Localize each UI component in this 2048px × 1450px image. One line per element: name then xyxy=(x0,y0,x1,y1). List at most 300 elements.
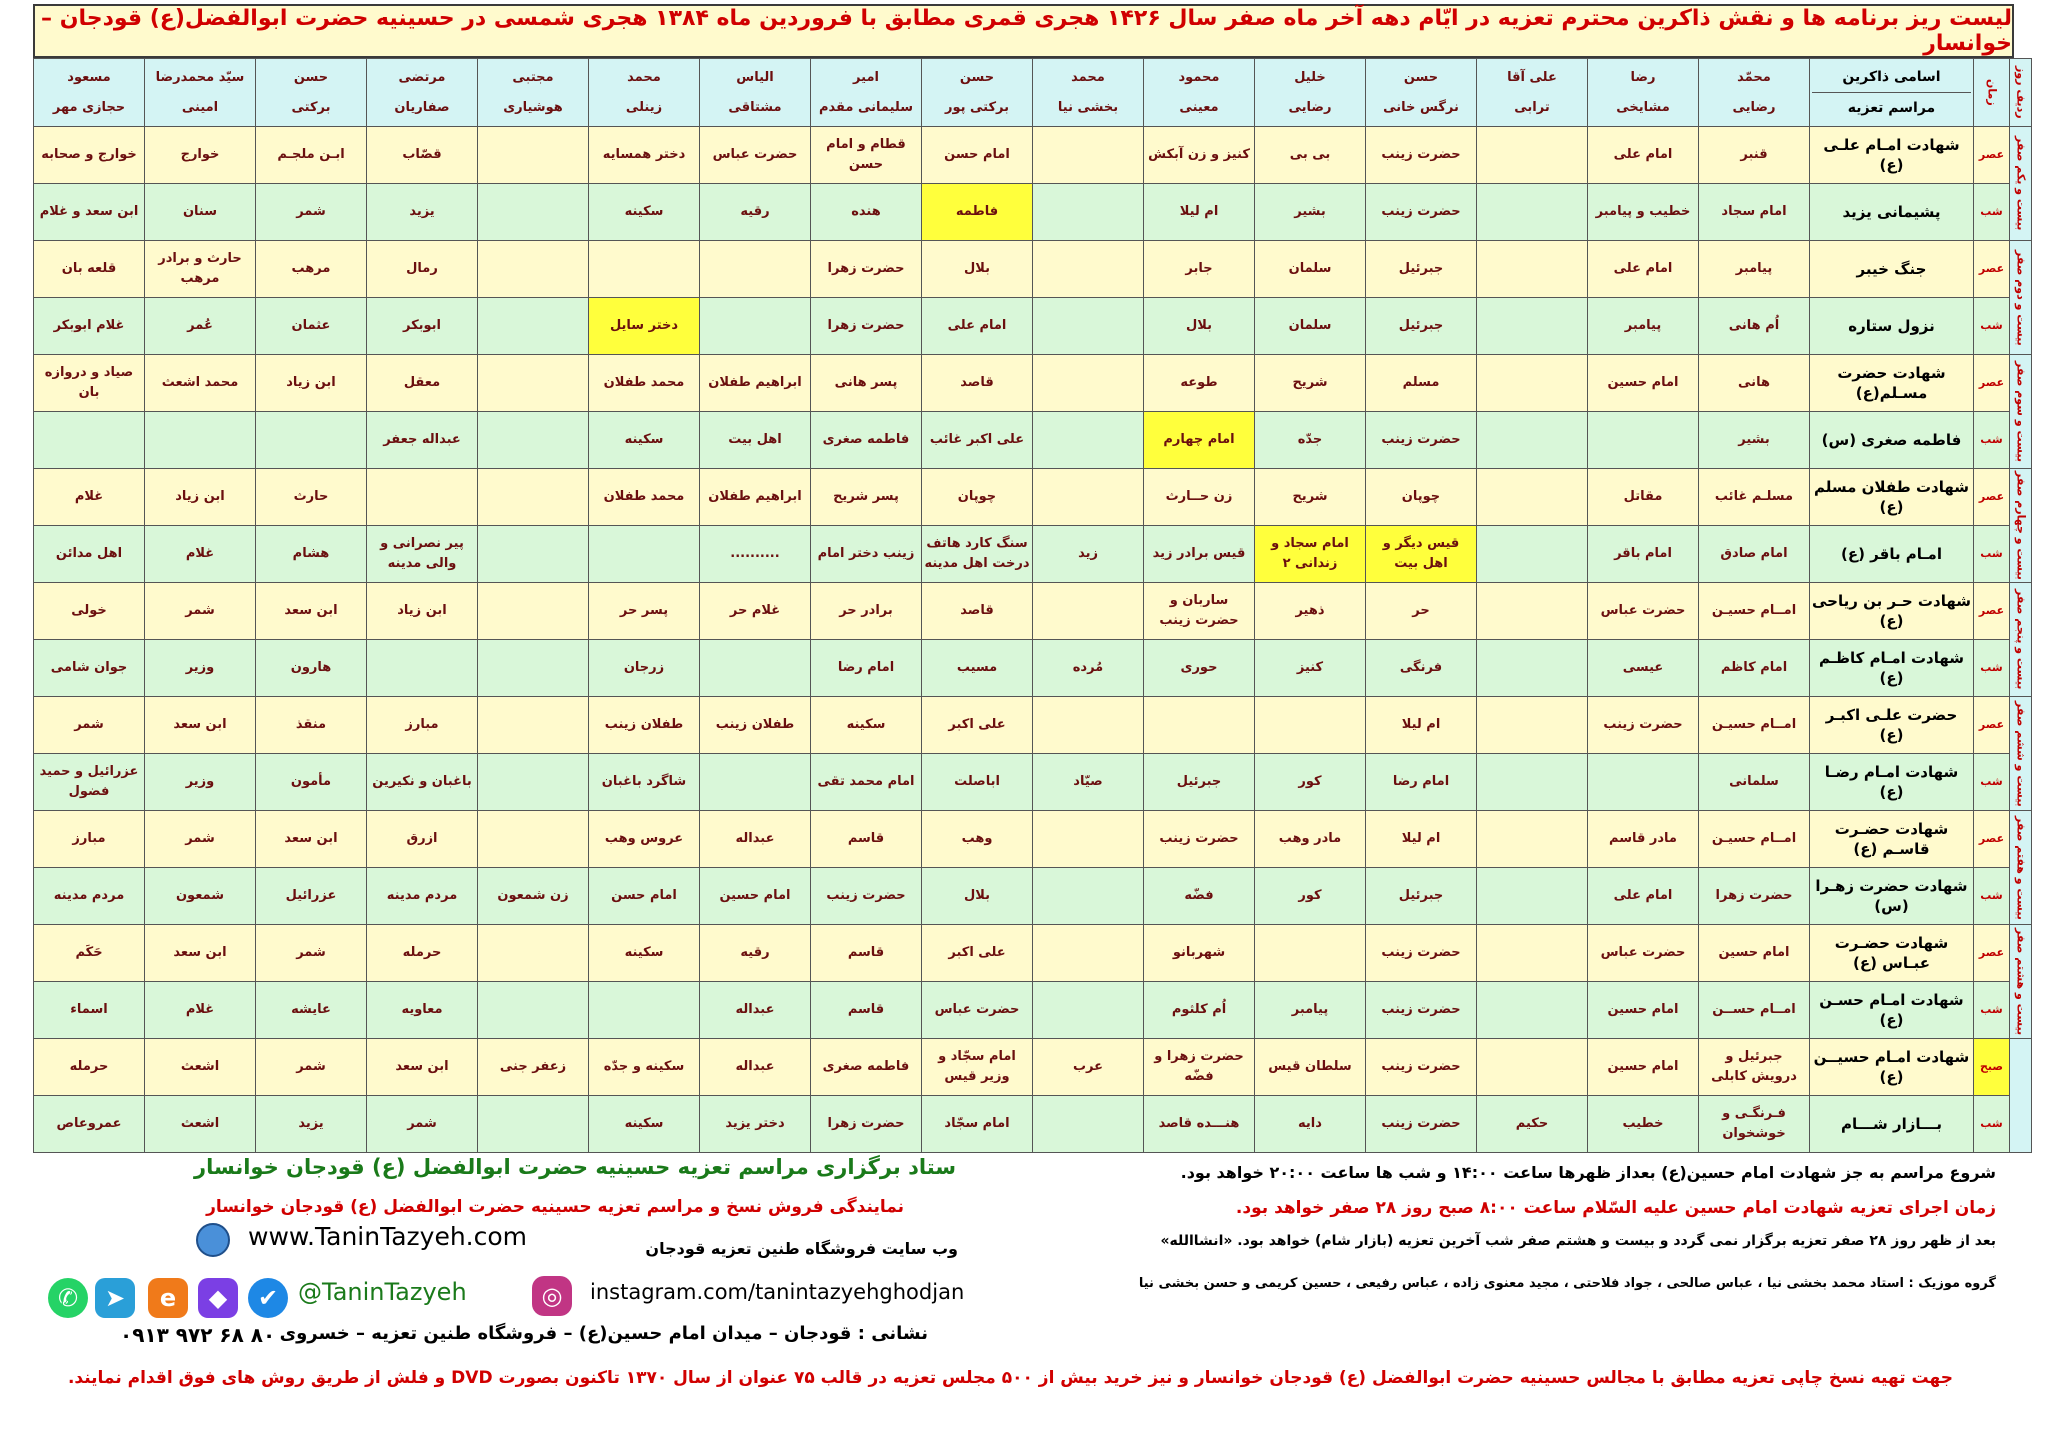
table-row xyxy=(34,469,2032,526)
role-cell: .......... xyxy=(700,526,811,583)
role-cell xyxy=(1477,412,1588,469)
role-cell xyxy=(1477,811,1588,868)
time-cell: عصر xyxy=(1974,811,2010,868)
role-cell: اشعث xyxy=(145,1096,256,1153)
day-cell: بیست و پنجم صفر xyxy=(2010,583,2032,697)
role-cell xyxy=(700,640,811,697)
event-name-cell: امـام باقر (ع) xyxy=(1810,526,1974,583)
performer-last-name: امینی xyxy=(181,99,219,115)
role-cell: حضرت زهرا و فضّه xyxy=(1144,1039,1255,1096)
footer-bottom-note: جهت تهیه نسخ چاپی تعزیه مطابق با مجالس حسینیه حضرت ابوالفضل (ع) قودجان خوانسار و نیز خرید بیش از ۵۰۰ مجلس تعزیه در قالب ۷۵ عنوان از سال ۱۳۷۰ تاکنون بصورت DVD و فلش از طریق روش های فوق اقدام نمایند. xyxy=(67,1368,1953,1388)
role-cell: طفلان زینب xyxy=(700,697,811,754)
role-cell: هانی xyxy=(1699,355,1810,412)
role-cell: امام کاظم xyxy=(1699,640,1810,697)
performer-header xyxy=(478,59,589,127)
role-cell: حضرت عباس xyxy=(1588,583,1699,640)
role-cell: هارون xyxy=(256,640,367,697)
role-cell: حضرت زینب xyxy=(1144,811,1255,868)
role-cell: پسر شریح xyxy=(811,469,922,526)
website-link[interactable]: www.TaninTazyeh.com xyxy=(248,1222,528,1251)
role-cell: برادر حر xyxy=(811,583,922,640)
event-name-cell: شهادت امـام علـی (ع) xyxy=(1810,127,1974,184)
footer-staff-title: ستاد برگزاری مراسم تعزیه حسینیه حضرت ابوالفضل (ع) قودجان خوانسار xyxy=(194,1155,956,1179)
role-cell xyxy=(1033,469,1144,526)
role-cell: ابراهیم طفلان xyxy=(700,355,811,412)
role-cell: جبرئیل xyxy=(1366,868,1477,925)
header-row xyxy=(34,59,2032,127)
time-cell: شب xyxy=(1974,640,2010,697)
role-cell xyxy=(1477,868,1588,925)
role-cell: دختر سایل xyxy=(589,298,700,355)
role-cell: ابراهیم طفلان xyxy=(700,469,811,526)
role-cell xyxy=(478,811,589,868)
time-cell: عصر xyxy=(1974,925,2010,982)
performer-last-name: صفاریان xyxy=(394,99,450,115)
role-cell: شریح xyxy=(1255,469,1366,526)
globe-icon xyxy=(196,1223,230,1257)
role-cell: شمر xyxy=(256,184,367,241)
performer-first-name: محمد xyxy=(1071,69,1105,85)
role-cell: مقاتل xyxy=(1588,469,1699,526)
role-cell: امام علی xyxy=(1588,127,1699,184)
role-cell: قنبر xyxy=(1699,127,1810,184)
role-cell: مسلم xyxy=(1366,355,1477,412)
event-name-cell: شهادت حـر بن ریاحی (ع) xyxy=(1810,583,1974,640)
website-label: وب سایت فروشگاه طنین تعزیه قودجان xyxy=(645,1239,958,1258)
role-cell: امــام حسیـن xyxy=(1699,583,1810,640)
role-cell: حضرت عباس xyxy=(700,127,811,184)
role-cell xyxy=(1033,982,1144,1039)
time-cell: عصر xyxy=(1974,127,2010,184)
role-cell: زن شمعون xyxy=(478,868,589,925)
role-cell: وزیر xyxy=(145,640,256,697)
role-cell: امام محمد تقی xyxy=(811,754,922,811)
role-cell: دختر همسایه xyxy=(589,127,700,184)
role-cell: بشیر xyxy=(1255,184,1366,241)
role-cell: ابن سعد xyxy=(256,583,367,640)
footer-music-group: گروه موزیک : استاد محمد بخشی نیا ، عباس صالحی ، جواد فلاحتی ، مجید معنوی زاده ، عباس رفیعی ، حسین کریمی و حسن بخشی نیا xyxy=(1138,1276,1996,1291)
role-cell: حوری xyxy=(1144,640,1255,697)
performer-last-name: سلیمانی مقدم xyxy=(819,99,913,115)
performer-header xyxy=(1366,59,1477,127)
role-cell: کنیز و زن آبکش xyxy=(1144,127,1255,184)
performer-first-name: رضا xyxy=(1630,69,1656,85)
role-cell: محمد طفلان xyxy=(589,469,700,526)
time-column-header: زمان xyxy=(1974,59,2010,127)
page-title: لیست ریز برنامه ها و نقش ذاکرین محترم تعزیه در ایّام دهه آخر ماه صفر سال ۱۴۲۶ هجری قمری مطابق با فروردین ماه ۱۳۸۴ هجری شمسی در حسینیه حضرت ابوالفضل(ع) قودجان – خوانسار xyxy=(33,4,2014,58)
performer-last-name: برکتی پور xyxy=(944,99,1010,115)
day-cell: بیست و دوم صفر xyxy=(2010,241,2032,355)
role-cell: شمر xyxy=(256,925,367,982)
role-cell: قاسم xyxy=(811,982,922,1039)
role-cell: سلمانی xyxy=(1699,754,1810,811)
instagram-icon[interactable]: ◎ xyxy=(532,1276,572,1316)
event-name-cell: نزول ستاره xyxy=(1810,298,1974,355)
table-row xyxy=(34,1096,2032,1153)
role-cell: عزرائیل و حمید فضول xyxy=(34,754,145,811)
time-cell: شب xyxy=(1974,526,2010,583)
role-cell xyxy=(1033,925,1144,982)
role-cell xyxy=(1477,355,1588,412)
time-cell: شب xyxy=(1974,298,2010,355)
whatsapp-icon[interactable]: ✆ xyxy=(48,1278,88,1318)
performer-first-name: سیّد محمدرضا xyxy=(155,69,245,85)
role-cell: فاطمه صغری xyxy=(811,1039,922,1096)
role-cell: امام سجاد و زندانی ۲ xyxy=(1255,526,1366,583)
role-cell: فـرنگـی و خوشخوان xyxy=(1699,1096,1810,1153)
time-cell: شب xyxy=(1974,1096,2010,1153)
role-cell xyxy=(1477,583,1588,640)
role-cell: اهل مدائن xyxy=(34,526,145,583)
role-cell: امام حسن xyxy=(922,127,1033,184)
role-cell: ابن زیاد xyxy=(367,583,478,640)
performer-first-name: خلیل xyxy=(1294,69,1326,85)
performer-last-name: برکتی xyxy=(291,99,331,115)
performer-header xyxy=(367,59,478,127)
role-cell: زید xyxy=(1033,526,1144,583)
role-cell: امام چهارم xyxy=(1144,412,1255,469)
role-cell: حضرت زینب xyxy=(1366,184,1477,241)
role-cell: حضرت زینب xyxy=(1366,127,1477,184)
role-cell: بشیر xyxy=(1699,412,1810,469)
role-cell: وهب xyxy=(922,811,1033,868)
performer-last-name: بخشی نیا xyxy=(1057,99,1119,115)
time-cell: شب xyxy=(1974,412,2010,469)
role-cell: محمد اشعث xyxy=(145,355,256,412)
role-cell: سکینه xyxy=(589,412,700,469)
role-cell: خطیب xyxy=(1588,1096,1699,1153)
performer-header xyxy=(1588,59,1699,127)
role-cell: رقیه xyxy=(700,184,811,241)
role-cell: عزرائیل xyxy=(256,868,367,925)
role-cell: امام سجّاد xyxy=(922,1096,1033,1153)
performer-last-name: نرگس خانی xyxy=(1383,99,1459,115)
performer-header xyxy=(700,59,811,127)
table-row xyxy=(34,640,2032,697)
performer-last-name: هوشیاری xyxy=(503,99,563,115)
role-cell: سکینه و جدّه xyxy=(589,1039,700,1096)
role-cell: حضرت زهرا xyxy=(811,241,922,298)
performer-first-name: مسعود xyxy=(67,69,111,85)
role-cell: حضرت زهرا xyxy=(1699,868,1810,925)
role-cell: ابن سعد xyxy=(367,1039,478,1096)
role-cell xyxy=(700,298,811,355)
time-cell: عصر xyxy=(1974,241,2010,298)
role-cell: جبرئیل xyxy=(1366,298,1477,355)
event-name-cell: شهادت حضـرت عبـاس (ع) xyxy=(1810,925,1974,982)
role-cell xyxy=(256,412,367,469)
performer-header xyxy=(589,59,700,127)
role-cell: مُرده xyxy=(1033,640,1144,697)
role-cell: ابوبکر xyxy=(367,298,478,355)
role-cell: حضرت زینب xyxy=(1366,412,1477,469)
role-cell xyxy=(1477,526,1588,583)
role-cell: حارث xyxy=(256,469,367,526)
role-cell: یزید xyxy=(256,1096,367,1153)
role-cell: حضرت عباس xyxy=(1588,925,1699,982)
role-cell: پسر هانی xyxy=(811,355,922,412)
role-cell: عایشه xyxy=(256,982,367,1039)
role-cell: ابـن ملجـم xyxy=(256,127,367,184)
role-cell: جابر xyxy=(1144,241,1255,298)
performer-first-name: محمد xyxy=(627,69,661,85)
role-cell: حَکَم xyxy=(34,925,145,982)
event-name-cell: فاطمه صغری (س) xyxy=(1810,412,1974,469)
role-cell: قصّاب xyxy=(367,127,478,184)
performer-first-name: مرتضی xyxy=(398,69,446,85)
role-cell: سکینه xyxy=(589,925,700,982)
role-cell: حضرت عباس xyxy=(922,982,1033,1039)
time-cell: شب xyxy=(1974,754,2010,811)
role-cell: امام حسین xyxy=(1588,982,1699,1039)
role-cell: امام باقر xyxy=(1588,526,1699,583)
performer-last-name: مشتاقی xyxy=(728,99,782,115)
role-cell: رمال xyxy=(367,241,478,298)
table-row xyxy=(34,412,2032,469)
table-row xyxy=(34,298,2032,355)
address: نشانی : قودجان – میدان امام حسین(ع) – فروشگاه طنین تعزیه – خسروی xyxy=(279,1323,928,1344)
role-cell: امام علی xyxy=(1588,868,1699,925)
performer-header xyxy=(1144,59,1255,127)
day-column-header: ردیف روز xyxy=(2010,59,2032,127)
role-cell: شمر xyxy=(34,697,145,754)
role-cell: هنـــده قاصد xyxy=(1144,1096,1255,1153)
role-cell: قاصد xyxy=(922,583,1033,640)
role-cell: پیامبر xyxy=(1255,982,1366,1039)
role-cell: جدّه xyxy=(1255,412,1366,469)
role-cell xyxy=(478,754,589,811)
day-cell: بیست و هشتم صفر xyxy=(2010,925,2032,1039)
role-cell: صیّاد xyxy=(1033,754,1144,811)
role-cell: حضرت زینب xyxy=(1366,925,1477,982)
event-name-cell: شهادت حضرت زهـرا (س) xyxy=(1810,868,1974,925)
role-cell: غلام xyxy=(34,469,145,526)
event-name-cell: بـــازار شـــام xyxy=(1810,1096,1974,1153)
role-cell: ابن سعد xyxy=(145,697,256,754)
time-cell: شب xyxy=(1974,184,2010,241)
role-cell: وزیر xyxy=(145,754,256,811)
role-cell: مادر وهب xyxy=(1255,811,1366,868)
event-name-cell: حضرت علـی اکبـر (ع) xyxy=(1810,697,1974,754)
role-cell: ابن سعد xyxy=(145,925,256,982)
performer-last-name: زینلی xyxy=(625,99,663,115)
role-cell: منقذ xyxy=(256,697,367,754)
role-cell: امام رضا xyxy=(1366,754,1477,811)
role-cell xyxy=(1477,640,1588,697)
role-cell xyxy=(34,412,145,469)
role-cell: جوان شامی xyxy=(34,640,145,697)
role-cell xyxy=(1588,754,1699,811)
role-cell: اُم هانی xyxy=(1699,298,1810,355)
time-cell: صبح xyxy=(1974,1039,2010,1096)
role-cell: خوارج xyxy=(145,127,256,184)
performer-header xyxy=(811,59,922,127)
role-cell: مردم مدینه xyxy=(367,868,478,925)
role-cell: امــام حســن xyxy=(1699,982,1810,1039)
event-name-cell: شهادت امـام حسـن (ع) xyxy=(1810,982,1974,1039)
event-name-cell: شهادت حضرت مسـلم(ع) xyxy=(1810,355,1974,412)
role-cell: حضرت زینب xyxy=(811,868,922,925)
time-cell: شب xyxy=(1974,868,2010,925)
role-cell: مردم مدینه xyxy=(34,868,145,925)
role-cell: سنگ کارد هاتف درخت اهل مدینه xyxy=(922,526,1033,583)
role-cell xyxy=(478,469,589,526)
role-cell: باغبان و نکیرین xyxy=(367,754,478,811)
role-cell: ذهیر xyxy=(1255,583,1366,640)
performer-first-name: مجتبی xyxy=(512,69,554,85)
role-cell xyxy=(1033,298,1144,355)
role-cell: پیامبر xyxy=(1588,298,1699,355)
day-cell: بیست و چهارم صفر xyxy=(2010,469,2032,583)
role-cell: دختر یزید xyxy=(700,1096,811,1153)
role-cell xyxy=(1477,184,1588,241)
role-cell: قاصد xyxy=(922,355,1033,412)
role-cell: امام رضا xyxy=(811,640,922,697)
role-cell xyxy=(1033,184,1144,241)
role-cell: امام علی xyxy=(922,298,1033,355)
role-cell: اسماء xyxy=(34,982,145,1039)
role-cell: حضرت زینب xyxy=(1588,697,1699,754)
role-cell xyxy=(1033,697,1144,754)
role-cell: شریح xyxy=(1255,355,1366,412)
time-cell: عصر xyxy=(1974,583,2010,640)
marasem-header: مراسم تعزیه xyxy=(1847,100,1936,116)
role-cell: ام لیلا xyxy=(1144,184,1255,241)
performer-header xyxy=(922,59,1033,127)
table-row xyxy=(34,184,2032,241)
role-cell: فرنگی xyxy=(1366,640,1477,697)
instagram-link[interactable]: instagram.com/tanintazyehghodjan xyxy=(590,1280,965,1304)
performer-header xyxy=(1477,59,1588,127)
table-row xyxy=(34,355,2032,412)
role-cell: کور xyxy=(1255,868,1366,925)
role-cell: پیر نصرانی و والی مدینه xyxy=(367,526,478,583)
role-cell: عرب xyxy=(1033,1039,1144,1096)
performer-header xyxy=(145,59,256,127)
role-cell: قیس دیگر و اهل بیت xyxy=(1366,526,1477,583)
event-column-header xyxy=(1810,59,1974,127)
role-cell xyxy=(700,754,811,811)
role-cell: چوپان xyxy=(1366,469,1477,526)
role-cell: جبرئیل و درویش کابلی xyxy=(1699,1039,1810,1096)
role-cell xyxy=(478,412,589,469)
role-cell: مبارز xyxy=(34,811,145,868)
event-name-cell: شهادت حضـرت قاسـم (ع) xyxy=(1810,811,1974,868)
role-cell: زرجان xyxy=(589,640,700,697)
role-cell: عروس وهب xyxy=(589,811,700,868)
role-cell: خوارج و صحابه xyxy=(34,127,145,184)
role-cell: امــام حسیـن xyxy=(1699,811,1810,868)
role-cell: مأمون xyxy=(256,754,367,811)
role-cell: قطام و امام حسن xyxy=(811,127,922,184)
role-cell: اُم کلثوم xyxy=(1144,982,1255,1039)
role-cell: جبرئیل xyxy=(1144,754,1255,811)
footer-note-ashura-time: زمان اجرای تعزیه شهادت امام حسین علیه السّلام ساعت ۸:۰۰ صبح روز ۲۸ صفر خواهد بود. xyxy=(1235,1198,1996,1218)
performer-header xyxy=(1033,59,1144,127)
role-cell: امام صادق xyxy=(1699,526,1810,583)
performer-header xyxy=(34,59,145,127)
role-cell: فاطمه صغری xyxy=(811,412,922,469)
performer-first-name: امیر xyxy=(853,69,879,85)
role-cell: علی اکبر xyxy=(922,697,1033,754)
role-cell: حارث و برادر مرهب xyxy=(145,241,256,298)
role-cell: طوعه xyxy=(1144,355,1255,412)
performer-header xyxy=(1255,59,1366,127)
role-cell: حضرت زهرا xyxy=(811,298,922,355)
role-cell: شمر xyxy=(256,1039,367,1096)
role-cell: ام لیلا xyxy=(1366,697,1477,754)
role-cell: بلال xyxy=(922,241,1033,298)
performer-last-name: رضایی xyxy=(1288,99,1332,115)
role-cell xyxy=(1033,583,1144,640)
role-cell: شهربانو xyxy=(1144,925,1255,982)
role-cell: طفلان زینب xyxy=(589,697,700,754)
role-cell: محمد طفلان xyxy=(589,355,700,412)
role-cell: ابن زیاد xyxy=(145,469,256,526)
role-cell xyxy=(145,412,256,469)
role-cell: مسلـم غائب xyxy=(1699,469,1810,526)
role-cell: قاسم xyxy=(811,811,922,868)
table-row xyxy=(34,811,2032,868)
social-handle[interactable]: @TaninTazyeh xyxy=(298,1278,467,1306)
role-cell: ابن سعد و غلام xyxy=(34,184,145,241)
role-cell: کور xyxy=(1255,754,1366,811)
role-cell xyxy=(1477,754,1588,811)
role-cell xyxy=(1033,355,1144,412)
role-cell xyxy=(1033,811,1144,868)
role-cell xyxy=(1033,127,1144,184)
role-cell: شمر xyxy=(145,811,256,868)
phone-number: ۰۹۱۳ ۹۷۲ ۶۸ ۸۰ xyxy=(120,1323,276,1347)
role-cell: علی اکبر غائب xyxy=(922,412,1033,469)
role-cell: سکینه xyxy=(589,184,700,241)
eitaa-icon[interactable]: e xyxy=(148,1278,188,1318)
role-cell: غلام حر xyxy=(700,583,811,640)
role-cell: امام حسین xyxy=(1588,355,1699,412)
event-name-cell: شهادت امـام کاظـم (ع) xyxy=(1810,640,1974,697)
role-cell xyxy=(1477,469,1588,526)
role-cell: ازرق xyxy=(367,811,478,868)
performer-last-name: رضایی xyxy=(1732,99,1776,115)
role-cell: عیسی xyxy=(1588,640,1699,697)
role-cell: حضرت زینب xyxy=(1366,1096,1477,1153)
role-cell: هشام xyxy=(256,526,367,583)
time-cell: شب xyxy=(1974,982,2010,1039)
role-cell xyxy=(1477,127,1588,184)
role-cell: کنیز xyxy=(1255,640,1366,697)
zakerin-header: اسامی ذاکرین xyxy=(1812,62,1971,93)
rubika-icon[interactable]: ◆ xyxy=(198,1278,238,1318)
role-cell: سلمان xyxy=(1255,241,1366,298)
day-cell: بیست و هفتم صفر xyxy=(2010,811,2032,925)
role-cell xyxy=(367,469,478,526)
role-cell xyxy=(478,127,589,184)
role-cell xyxy=(1255,697,1366,754)
table-row xyxy=(34,868,2032,925)
role-cell: یزید xyxy=(367,184,478,241)
soroush-icon[interactable]: ✔ xyxy=(248,1278,288,1318)
table-row xyxy=(34,127,2032,184)
role-cell: حر xyxy=(1366,583,1477,640)
role-cell: عُمر xyxy=(145,298,256,355)
role-cell: پیامبر xyxy=(1699,241,1810,298)
role-cell: شمر xyxy=(145,583,256,640)
role-cell: هنده xyxy=(811,184,922,241)
role-cell xyxy=(478,355,589,412)
telegram-icon[interactable]: ➤ xyxy=(95,1278,135,1318)
role-cell: معاویه xyxy=(367,982,478,1039)
day-cell: بیست و سوم صفر xyxy=(2010,355,2032,469)
